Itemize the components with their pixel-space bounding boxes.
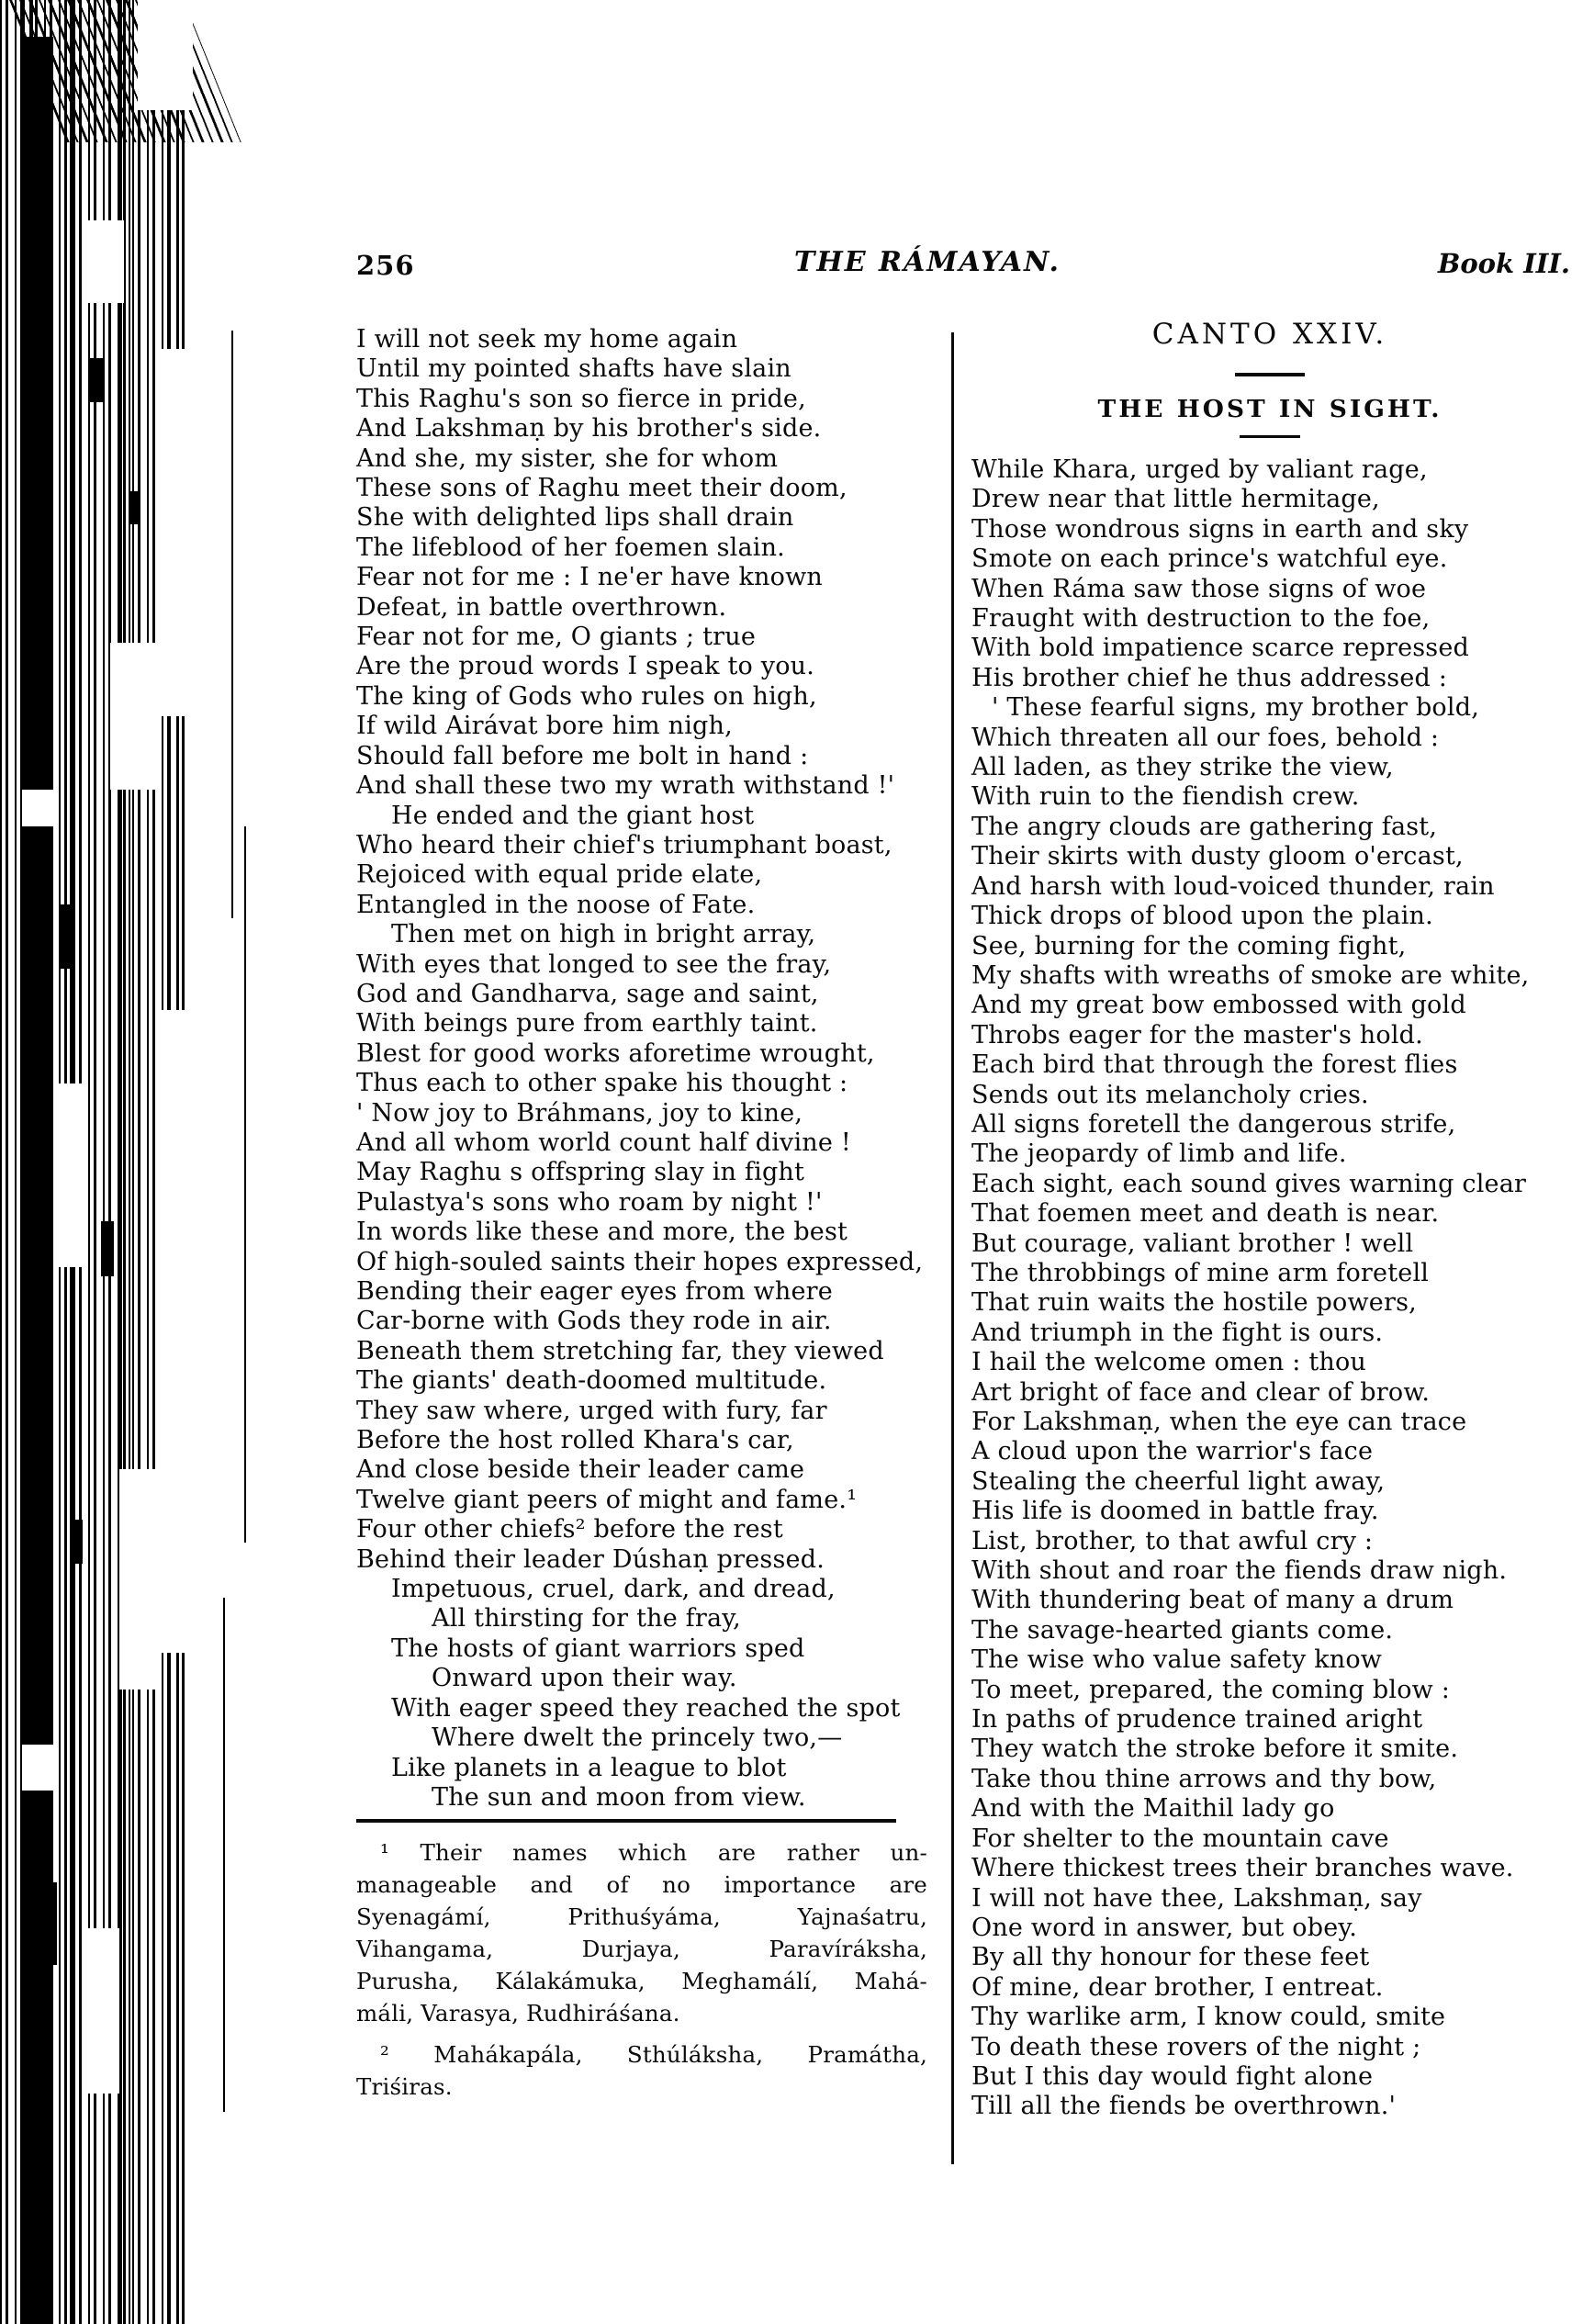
footnote-line: manageable and of no importance are	[356, 1871, 927, 1898]
poem-line: And harsh with loud-voiced thunder, rain	[971, 871, 1495, 901]
poem-line: Fraught with destruction to the foe,	[971, 604, 1431, 634]
ink-blob	[37, 1882, 57, 1965]
poem-line: Drew near that little hermitage,	[971, 485, 1380, 514]
section-heading: THE HOST IN SIGHT.	[1097, 395, 1442, 423]
poem-line: Take thou thine arrows and thy bow,	[971, 1764, 1437, 1793]
poem-line: With eyes that longed to see the fray,	[356, 949, 832, 979]
poem-line: Smote on each prince's watchful eye.	[971, 545, 1448, 574]
poem-line: Beneath them stretching far, they viewed	[356, 1336, 884, 1365]
footnote-line: Triśiras.	[356, 2073, 453, 2100]
scan-white-patch	[158, 349, 193, 716]
poem-line: With ruin to the fiendish crew.	[971, 782, 1360, 812]
poem-line: My shafts with wreaths of smoke are white,	[971, 960, 1530, 990]
scan-hairline	[231, 331, 233, 918]
poem-line: Onward upon their way.	[432, 1664, 737, 1693]
poem-line: May Raghu s offspring slay in fight	[356, 1158, 805, 1187]
ink-blob	[129, 491, 140, 524]
poem-line: Defeat, in battle overthrown.	[356, 592, 727, 622]
poem-line: Thus each to other spake his thought :	[356, 1069, 848, 1098]
poem-line: With thundering beat of many a drum	[971, 1586, 1454, 1615]
poem-line: And all whom world count half divine !	[356, 1128, 851, 1157]
footnote-2	[356, 2038, 927, 2103]
poem-line: Bending their eager eyes from where	[356, 1277, 833, 1306]
poem-line: Their skirts with dusty gloom o'ercast,	[971, 842, 1464, 871]
poem-line: Throbs eager for the master's hold.	[971, 1020, 1423, 1050]
poem-line: This Raghu's son so fierce in pride,	[356, 384, 806, 413]
ink-blob	[101, 1221, 114, 1276]
left-column-poem	[356, 325, 944, 1813]
poem-line: Stealing the cheerful light away,	[971, 1466, 1386, 1496]
poem-line: The angry clouds are gathering fast,	[971, 812, 1438, 841]
poem-line: Rejoiced with equal pride elate,	[356, 860, 763, 890]
scan-white-patch	[22, 790, 55, 826]
poem-line: Who heard their chief's triumphant boast,	[356, 830, 892, 859]
scan-white-patch	[162, 1010, 193, 1653]
poem-line: And close beside their leader came	[356, 1455, 805, 1485]
poem-line: They watch the stroke before it smite.	[971, 1735, 1459, 1764]
ink-blob	[59, 904, 75, 969]
footnote-line: Syenagámí, Prithuśyáma, Yajnaśatru,	[356, 1903, 927, 1930]
poem-line: Fear not for me : I ne'er have known	[356, 563, 823, 592]
poem-line: Four other chiefs² before the rest	[356, 1515, 783, 1544]
footnote-line: ¹ Their names which are rather un-	[380, 1839, 927, 1866]
poem-line: But courage, valiant brother ! well	[971, 1229, 1414, 1258]
poem-line: For Lakshmaṇ, when the eye can trace	[971, 1408, 1467, 1436]
poem-line: The wise who value safety know	[971, 1645, 1383, 1675]
poem-line: But I this day would fight alone	[971, 2061, 1374, 2091]
poem-line: When Ráma saw those signs of woe	[971, 574, 1427, 603]
poem-line: By all thy honour for these feet	[971, 1943, 1370, 1972]
poem-line: The lifeblood of her foemen slain.	[356, 533, 785, 562]
poem-line: The sun and moon from view.	[432, 1782, 806, 1812]
footnote-1	[356, 1836, 927, 2029]
column-divider	[951, 332, 954, 2164]
poem-line: Till all the fiends be overthrown.'	[971, 2092, 1397, 2121]
poem-line: For shelter to the mountain cave	[971, 1824, 1389, 1853]
poem-line: These sons of Raghu meet their doom,	[356, 474, 848, 503]
poem-line: With beings pure from earthly taint.	[356, 1009, 818, 1039]
scan-white-patch	[55, 1083, 87, 1267]
scan-hairline	[223, 1598, 225, 2112]
poem-line: With eager speed they reached the spot	[391, 1693, 901, 1723]
poem-line: Each sight, each sound gives warning clear	[971, 1169, 1527, 1198]
poem-line: And she, my sister, she for whom	[356, 443, 779, 473]
poem-line: The throbbings of mine arm foretell	[971, 1258, 1430, 1287]
ink-blob	[24, 1139, 51, 1240]
poem-line: To meet, prepared, the coming blow :	[971, 1675, 1451, 1704]
poem-line: A cloud upon the warrior's face	[971, 1437, 1374, 1466]
poem-line: ' Now joy to Bráhmans, joy to kine,	[356, 1098, 803, 1128]
poem-line: With bold impatience scarce repressed	[971, 634, 1470, 663]
poem-line: And Lakshmaṇ by his brother's side.	[356, 414, 822, 443]
poem-line: He ended and the giant host	[391, 801, 755, 830]
poem-line: Sends out its melancholy cries.	[971, 1080, 1369, 1109]
poem-line: Should fall before me bolt in hand :	[356, 741, 809, 770]
poem-line: God and Gandharva, sage and saint,	[356, 979, 819, 1008]
poem-line: Car-borne with Gods they rode in air.	[356, 1307, 832, 1336]
section-rule	[1240, 435, 1300, 438]
poem-line: All signs foretell the dangerous strife,	[971, 1109, 1456, 1139]
poem-line: One word in answer, but obey.	[971, 1913, 1358, 1942]
poem-line: Where thickest trees their branches wave.	[971, 1854, 1514, 1883]
poem-line: Those wondrous signs in earth and sky	[971, 514, 1469, 544]
footnote-rule	[356, 1819, 896, 1823]
page-number: 256	[356, 250, 415, 281]
poem-line: Of mine, dear brother, I entreat.	[971, 1972, 1384, 2002]
poem-line: His life is doomed in battle fray.	[971, 1497, 1379, 1526]
poem-line: Pulastya's sons who roam by night !'	[356, 1187, 823, 1217]
footnote-line: Purusha, Kálakámuka, Meghamálí, Mahá-	[356, 1968, 927, 1994]
poem-line: The hosts of giant warriors sped	[391, 1634, 805, 1663]
poem-line: His brother chief he thus addressed :	[971, 663, 1448, 692]
poem-line: While Khara, urged by valiant rage,	[971, 455, 1428, 484]
scan-white-patch	[138, 0, 193, 110]
poem-line: Then met on high in bright array,	[391, 920, 816, 949]
canto-heading: CANTO XXIV.	[1151, 318, 1388, 351]
poem-line: They saw where, urged with fury, far	[356, 1396, 827, 1425]
poem-line: And shall these two my wrath withstand !'	[356, 771, 895, 801]
page-title: THE RÁMAYAN.	[794, 246, 1061, 278]
ink-blob	[72, 1520, 83, 1564]
footnote-line: ² Mahákapála, Sthúláksha, Pramátha,	[380, 2041, 927, 2068]
poem-line: Of high-souled saints their hopes expressed,	[356, 1247, 924, 1276]
ink-blob	[88, 358, 103, 402]
poem-line: I hail the welcome omen : thou	[971, 1348, 1367, 1377]
poem-line: With shout and roar the fiends draw nigh.	[971, 1556, 1508, 1586]
scan-white-patch	[87, 220, 124, 303]
poem-line: That foemen meet and death is near.	[971, 1199, 1440, 1229]
poem-line: Before the host rolled Khara's car,	[356, 1426, 794, 1455]
poem-line: And my great bow embossed with gold	[971, 991, 1466, 1020]
poem-line: The giants' death-doomed multitude.	[356, 1366, 827, 1396]
poem-line: In words like these and more, the best	[356, 1218, 848, 1247]
poem-line: Thick drops of blood upon the plain.	[971, 902, 1433, 931]
poem-line: Like planets in a league to blot	[391, 1753, 787, 1782]
right-column-poem	[971, 455, 1577, 2122]
poem-line: All laden, as they strike the view,	[971, 753, 1394, 782]
poem-line: Art bright of face and clear of brow.	[971, 1377, 1431, 1407]
poem-line: All thirsting for the fray,	[432, 1604, 741, 1634]
poem-line: Behind their leader Dúshaṇ pressed.	[356, 1544, 825, 1574]
poem-line: Each bird that through the forest flies	[971, 1050, 1458, 1080]
poem-line: I will not seek my home again	[356, 325, 738, 354]
poem-line: She with delighted lips shall drain	[356, 503, 794, 533]
book-label: Book III.	[1437, 248, 1570, 279]
footnote-line: máli, Varasya, Rudhiráśana.	[356, 2000, 680, 2026]
scan-white-patch	[83, 1928, 119, 2094]
scan-white-patch	[110, 643, 156, 790]
ink-blob	[28, 643, 51, 753]
poem-line: Until my pointed shafts have slain	[356, 354, 791, 384]
poem-line: Are the proud words I speak to you.	[356, 652, 815, 681]
poem-line: Which threaten all our foes, behold :	[971, 723, 1440, 752]
poem-line: Fear not for me, O giants ; true	[356, 623, 756, 652]
footnote-line: Vihangama, Durjaya, Paravíráksha,	[356, 1936, 927, 1962]
poem-line: Twelve giant peers of might and fame.¹	[356, 1485, 858, 1514]
poem-line: Entangled in the noose of Fate.	[356, 890, 756, 919]
poem-line: I will not have thee, Lakshmaṇ, say	[971, 1883, 1422, 1913]
poem-line: List, brother, to that awful cry :	[971, 1526, 1374, 1555]
poem-line: To death these rovers of the night ;	[971, 2032, 1421, 2061]
poem-line: Thy warlike arm, I know could, smite	[971, 2003, 1446, 2032]
scan-hairline	[244, 826, 246, 1543]
poem-line: See, burning for the coming fight,	[971, 931, 1407, 960]
poem-line: That ruin waits the hostile powers,	[971, 1288, 1417, 1318]
canto-rule	[1235, 373, 1305, 376]
poem-line: And triumph in the fight is ours.	[971, 1318, 1384, 1347]
poem-line: In paths of prudence trained aright	[971, 1705, 1423, 1735]
poem-line: ' These fearful signs, my brother bold,	[992, 693, 1479, 723]
poem-line: Impetuous, cruel, dark, and dread,	[391, 1575, 836, 1604]
poem-line: Blest for good works aforetime wrought,	[356, 1039, 875, 1068]
poem-line: And with the Maithil lady go	[971, 1794, 1335, 1824]
poem-line: If wild Airávat bore him nigh,	[356, 712, 733, 741]
poem-line: The jeopardy of limb and life.	[971, 1140, 1347, 1169]
poem-line: The savage-hearted giants come.	[971, 1615, 1394, 1645]
poem-line: Where dwelt the princely two,—	[432, 1723, 843, 1753]
poem-line: The king of Gods who rules on high,	[356, 681, 817, 711]
scan-white-patch	[119, 1469, 161, 1690]
scan-gutter-artifact	[0, 0, 266, 2324]
scan-white-patch	[22, 1745, 55, 1791]
